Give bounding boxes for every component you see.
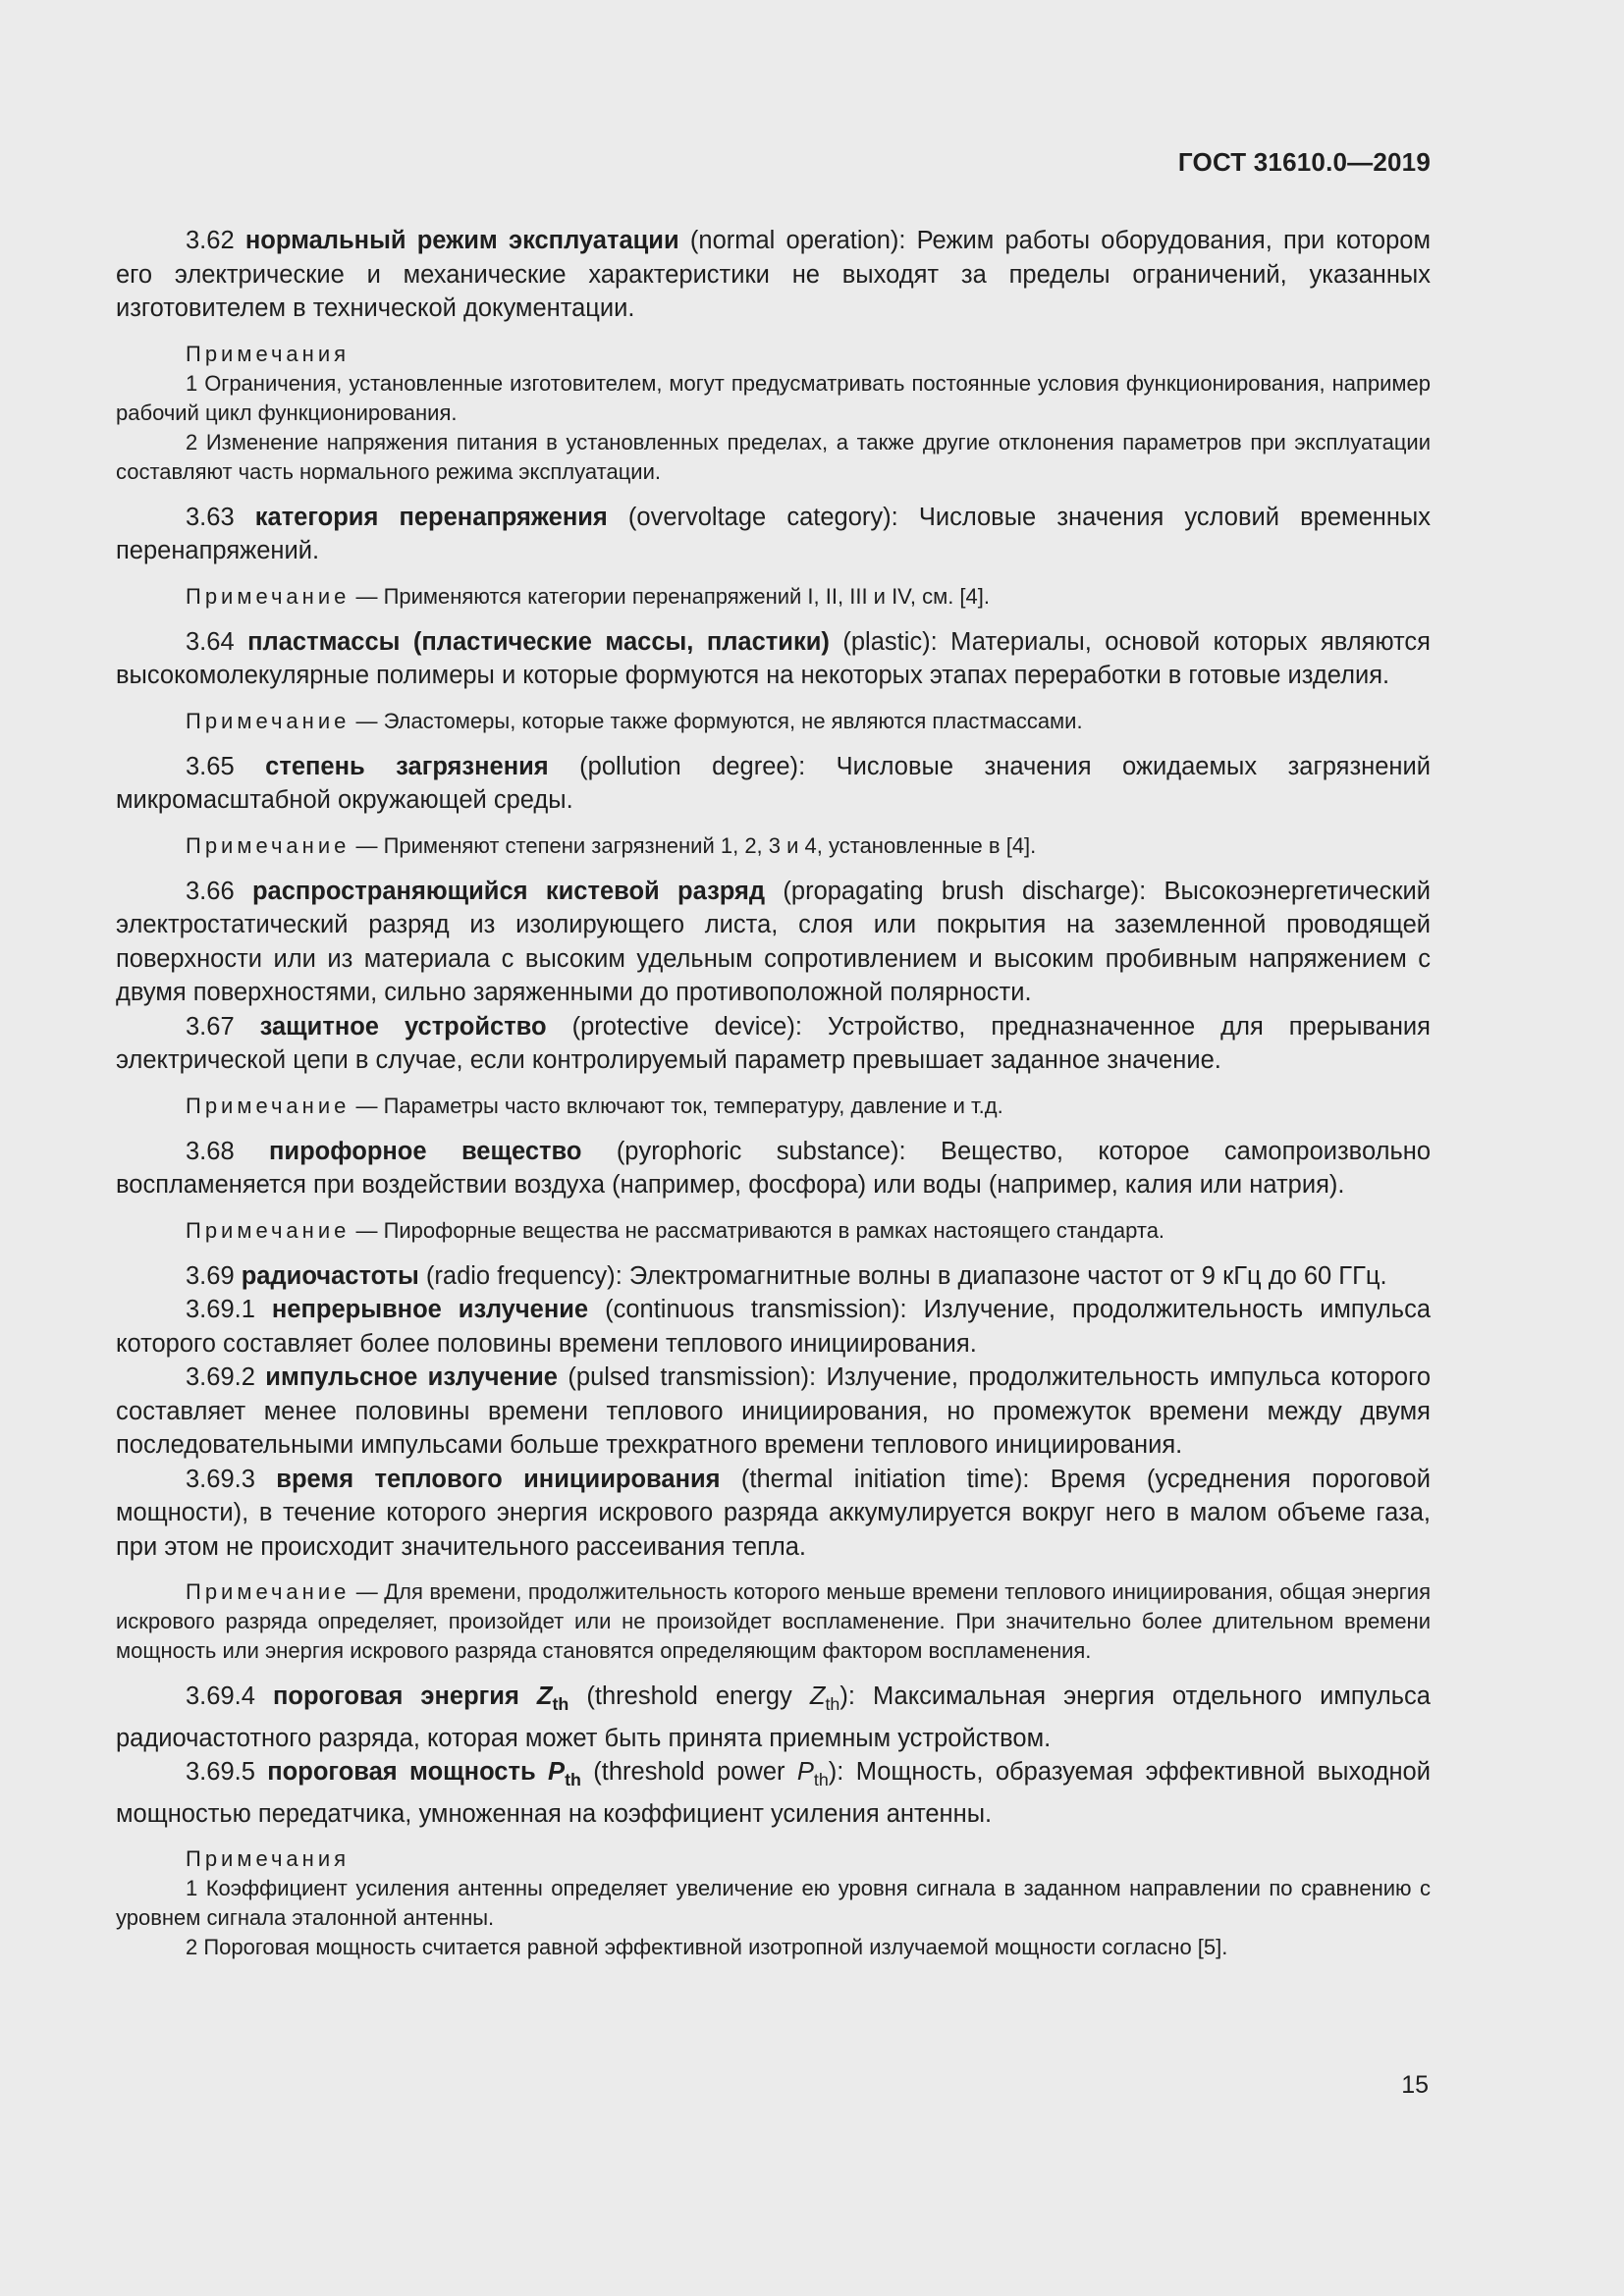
term-ru: степень загрязнения: [265, 752, 549, 780]
definition-text: : Излучение, продолжительность импульса которого составляет менее половины времени теплового инициирования, но промежуток времени между двумя последовательными импульсами больше трехкратного времени теплового инициирования.: [116, 1363, 1432, 1459]
term-en-close: ): [828, 1758, 838, 1787]
note-3-65: [116, 831, 1431, 861]
note-text: — Применяются категории перенапряжений I, II, III и IV, см. [4].: [350, 583, 990, 609]
definition-text: : Вещество, которое самопроизвольно воспламеняется при воздействии воздуха (например, фосфора) или воды (например, калия или натрия).: [116, 1137, 1431, 1199]
definition-text: : Материалы, основой которых являются высокомолекулярные полимеры и которые формуются на некоторых этапах переработки в готовые изделия.: [116, 627, 1431, 689]
term-en: (plastic): [842, 627, 931, 656]
definition-3-69-5: [116, 1755, 1431, 1831]
symbol: Z: [536, 1682, 553, 1710]
term-ru: [267, 1758, 581, 1790]
note-label: Примечание: [186, 1093, 351, 1118]
definition-3-62: [116, 224, 1431, 326]
term-ru: нормальный режим эксплуатации: [244, 227, 679, 254]
definition-3-69-4: [116, 1680, 1431, 1755]
clause-number: 3.69.4: [186, 1682, 255, 1710]
note-2: 2 Изменение напряжения питания в установленных пределах, а также другие отклонения параметров при эксплуатации составляют часть нормального режима эксплуатации.: [116, 429, 1431, 484]
note-text: — Для времени, продолжительность которого меньше времени теплового инициирования, общая энергия искрового разряда определяет, произойдет или не произойдет воспламенение. При значительно более длительном времени мощность или энергия искрового разряда становятся определяющим фактором воспламенения.: [116, 1579, 1431, 1663]
term-ru: категория перенапряжения: [254, 503, 608, 531]
definition-3-67: [116, 1010, 1431, 1078]
term-en: (radio frequency): [425, 1261, 616, 1290]
term-ru: радиочастоты: [241, 1261, 419, 1290]
definition-3-69-3: [116, 1463, 1431, 1565]
term-ru: импульсное излучение: [265, 1363, 558, 1391]
clause-number: 3.69.1: [186, 1296, 255, 1323]
symbol-subscript: th: [552, 1694, 569, 1715]
term-en-text: (threshold energy: [586, 1682, 810, 1710]
definition-text: : Режим работы оборудования, при котором его электрические и механические характеристики не выходят за пределы ограничений, указанных изготовителем в технической документации.: [116, 227, 1431, 322]
definition-text: : Время (усреднения пороговой мощности), в течение которого энергия искрового разряда аккумулируется вокруг него в малом объеме газа, при этом не происходит значительного рассеивания тепла.: [116, 1465, 1431, 1561]
definition-3-64: [116, 625, 1431, 693]
note-text: — Применяют степени загрязнений 1, 2, 3 и 4, установленные в [4].: [350, 832, 1037, 858]
clause-number: 3.63: [186, 503, 235, 531]
note: [116, 1092, 1431, 1121]
symbol: P: [796, 1758, 814, 1787]
note-label: Примечание: [186, 832, 351, 858]
notes-3-69-5: [116, 1844, 1431, 1962]
definition-3-63: [116, 501, 1431, 568]
note-label: Примечание: [186, 1579, 351, 1604]
note: [116, 1577, 1431, 1666]
symbol-subscript: th: [565, 1770, 581, 1790]
clause-number: 3.67: [186, 1012, 235, 1041]
term-en: (propagating brush discharge): [783, 877, 1140, 905]
term-en: (pyrophoric substance): [616, 1137, 899, 1165]
term-en: (continuous transmission): [605, 1296, 900, 1323]
note-text: — Параметры часто включают ток, температуру, давление и т.д.: [350, 1093, 1003, 1118]
page-number: 15: [1401, 2071, 1429, 2099]
clause-number: 3.64: [186, 627, 235, 656]
definition-text: : Мощность, образуемая эффективной выходной мощностью передатчика, умноженная на коэффициент усиления антенны.: [116, 1758, 1431, 1828]
notes-label: Примечания: [186, 341, 351, 366]
clause-number: 3.69.5: [186, 1758, 255, 1787]
term-en: [593, 1758, 838, 1790]
term-text: пороговая энергия: [272, 1682, 519, 1710]
term-en-close: ): [839, 1682, 848, 1710]
definition-text: : Электромагнитные волны в диапазоне частот от 9 кГц до 60 ГГц.: [615, 1261, 1387, 1290]
symbol: Z: [809, 1682, 826, 1710]
term-ru: пластмассы (пластические массы, пластики): [247, 627, 830, 656]
term-ru: время теплового инициирования: [276, 1465, 721, 1493]
clause-number: 3.69.3: [186, 1465, 255, 1493]
term-en: (thermal initiation time): [740, 1465, 1023, 1493]
note-label: Примечание: [186, 708, 351, 733]
symbol-subscript: th: [813, 1770, 829, 1790]
term-ru: непрерывное излучение: [271, 1296, 589, 1323]
clause-number: 3.65: [186, 752, 235, 780]
note-label: Примечание: [186, 1217, 351, 1243]
definition-text: : Максимальная энергия отдельного импульса радиочастотного разряда, которая может быть принята приемным устройством.: [116, 1682, 1431, 1752]
definition-text: : Числовые значения условий временных перенапряжений.: [116, 503, 1431, 564]
term-en: (protective device): [571, 1012, 795, 1041]
note: [116, 1216, 1431, 1246]
note-3-67: [116, 1092, 1431, 1121]
page-content: [116, 224, 1431, 1976]
clause-number: 3.66: [186, 877, 235, 905]
symbol: P: [548, 1758, 566, 1787]
definition-text: : Числовые значения ожидаемых загрязнений микромасштабной окружающей среды.: [116, 752, 1432, 814]
definition-3-69-1: [116, 1293, 1431, 1361]
clause-number: 3.68: [186, 1137, 235, 1165]
term-en: (normal operation): [689, 227, 899, 254]
notes-3-62: [116, 340, 1431, 487]
note-text: — Эластомеры, которые также формуются, не являются пластмассами.: [350, 708, 1083, 733]
notes-label: Примечания: [186, 1846, 351, 1872]
term-ru: [272, 1682, 569, 1715]
term-en: (overvoltage category): [627, 503, 892, 531]
definition-text: : Устройство, предназначенное для прерывания электрической цепи в случае, если контролируемый параметр превышает заданное значение.: [116, 1012, 1431, 1074]
note-3-63: [116, 582, 1431, 612]
definition-text: : Высокоэнергетический электростатический разряд из изолирующего листа, слоя или покрытия на заземленной проводящей поверхности или из материала с высоким удельным сопротивлением и высоким пробивным напряжением с двумя поверхностями, сильно заряженными до противоположной полярности.: [116, 877, 1431, 1006]
definition-3-69-2: [116, 1361, 1431, 1463]
note-text: — Пирофорные вещества не рассматриваются в рамках настоящего стандарта.: [350, 1217, 1165, 1243]
standard-designation: ГОСТ 31610.0—2019: [1177, 147, 1431, 177]
definition-3-68: [116, 1135, 1431, 1202]
definition-text: : Излучение, продолжительность импульса которого составляет более половины времени теплового инициирования.: [116, 1296, 1431, 1358]
note-1: 1 Коэффициент усиления антенны определяет увеличение ею уровня сигнала в заданном направлении по сравнению с уровнем сигнала эталонной антенны.: [116, 1876, 1431, 1931]
term-ru: пирофорное вещество: [269, 1137, 582, 1165]
note: [116, 707, 1431, 736]
term-en: (pollution degree): [579, 752, 799, 780]
note-3-69-3: [116, 1577, 1431, 1666]
note-3-64: [116, 707, 1431, 736]
note: [116, 831, 1431, 861]
term-en: (pulsed transmission): [568, 1363, 810, 1391]
note-label: Примечание: [186, 583, 351, 609]
clause-number: 3.69: [186, 1261, 235, 1290]
term-ru: распространяющийся кистевой разряд: [251, 877, 766, 905]
note: [116, 582, 1431, 612]
definition-3-69: [116, 1259, 1431, 1294]
clause-number: 3.69.2: [186, 1363, 255, 1391]
term-en: [586, 1682, 848, 1715]
note-3-68: [116, 1216, 1431, 1246]
symbol-subscript: th: [825, 1694, 840, 1715]
term-ru: защитное устройство: [259, 1012, 547, 1041]
definition-3-66: [116, 875, 1431, 1010]
term-text: пороговая мощность: [267, 1758, 536, 1787]
note-2: 2 Пороговая мощность считается равной эффективной изотропной излучаемой мощности согласно [5].: [186, 1935, 1228, 1960]
term-en-text: (threshold power: [593, 1758, 797, 1787]
clause-number: 3.62: [186, 227, 235, 254]
note-1: 1 Ограничения, установленные изготовителем, могут предусматривать постоянные условия функционирования, например рабочий цикл функционирования.: [116, 370, 1431, 425]
definition-3-65: [116, 750, 1431, 818]
